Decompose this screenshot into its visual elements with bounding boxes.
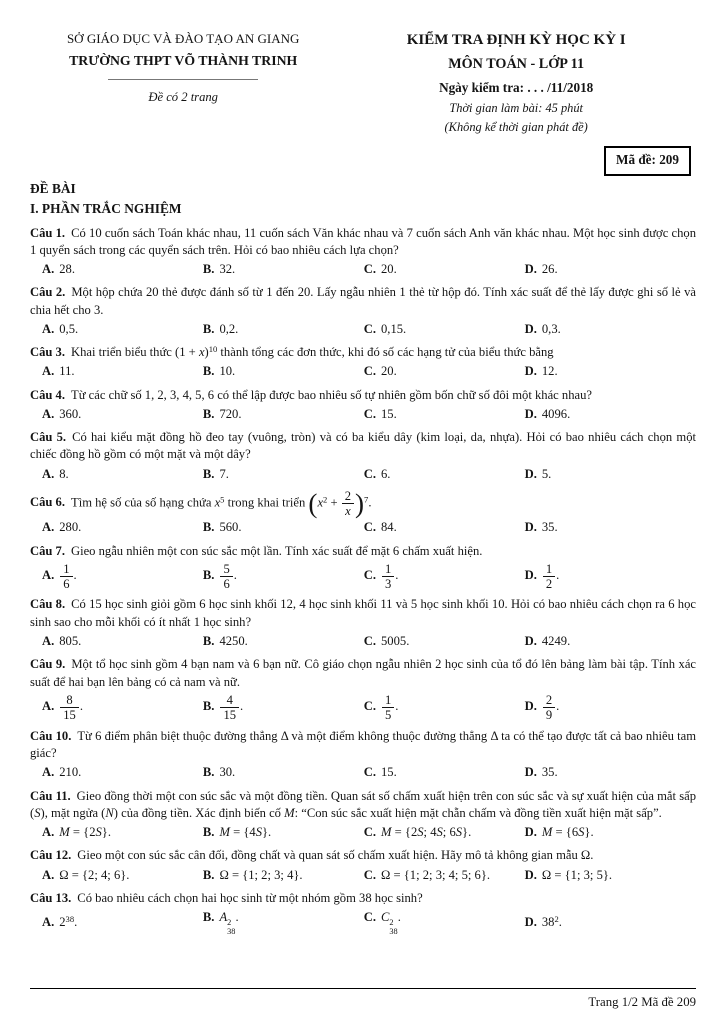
math-variable: M — [381, 825, 392, 840]
option — [525, 562, 696, 591]
math-variable: x — [317, 495, 324, 510]
option-key: C. — [363, 825, 376, 840]
option — [42, 519, 203, 537]
option — [203, 261, 364, 279]
option — [42, 406, 203, 424]
option-value: $\frac{1}{3}$ . — [381, 568, 398, 582]
option — [364, 406, 525, 424]
option — [364, 519, 525, 537]
math-variable: S — [95, 825, 102, 840]
exam-title: KIỂM TRA ĐỊNH KỲ HỌC KỲ I — [406, 32, 626, 48]
option-key: D. — [524, 262, 537, 277]
option-key: B. — [202, 909, 215, 924]
option — [203, 519, 364, 537]
question — [30, 344, 696, 381]
option-value: $2^{38}$. — [59, 914, 78, 930]
option-value: M = {2S; 4S; 6S}. — [381, 825, 472, 840]
question-label: Câu 1. — [30, 225, 66, 240]
option-value: $\frac{1}{6}$ . — [59, 568, 76, 582]
exam-duration: Thời gian làm bài: 45 phút — [449, 101, 583, 116]
option-key: A. — [42, 765, 55, 780]
question-text: Câu 4. Từ các chữ số 1, 2, 3, 4, 5, 6 có thể lập được bao nhiêu số tự nhiên gồm bốn chữ số đôi một khác nhau? — [30, 387, 592, 402]
option-key: B. — [202, 825, 215, 840]
option-key: B. — [202, 520, 215, 535]
question-text: Câu 3. Khai triển biểu thức $(1 + x)^{10}$ thành tổng các đơn thức, khi đó số các hạng tử của biểu thức bằng — [30, 344, 554, 360]
option — [525, 914, 696, 932]
option-key: A. — [42, 364, 55, 379]
option-value: 15. — [381, 765, 397, 780]
option-value: 4096. — [541, 406, 571, 421]
math-sup-sub: 2 38 — [389, 917, 398, 937]
math-fraction: $\frac{5}{6}$ — [220, 562, 232, 591]
option-key: A. — [42, 867, 55, 882]
option-key: B. — [202, 322, 215, 337]
question — [30, 728, 696, 782]
option-key: D. — [524, 520, 537, 535]
question-text: Câu 6. Tìm hệ số của số hạng chứa $x^5$ trong khai triển ($x^2$ + $\frac{2}{x}$ )$^7$. — [30, 488, 372, 519]
math-variable: A — [219, 909, 228, 924]
options-row — [30, 764, 696, 782]
option-value: 12. — [541, 364, 558, 379]
math-fraction: $\frac{4}{15}$ — [220, 693, 239, 722]
options-row — [30, 867, 696, 885]
option — [525, 466, 696, 484]
option-key: C. — [363, 364, 376, 379]
option-value: $\frac{2}{9}$ . — [542, 699, 559, 713]
section-heading: I. PHẦN TRẮC NGHIỆM — [30, 201, 182, 217]
option — [525, 633, 696, 651]
question-label: Câu 12. — [30, 848, 72, 863]
option — [203, 909, 364, 937]
question — [30, 489, 696, 537]
option-value: 84. — [381, 520, 397, 535]
option-value: $\frac{1}{2}$ . — [542, 568, 559, 582]
option-key: A. — [42, 568, 55, 583]
option — [525, 363, 696, 381]
math-fraction: $\frac{2}{x}$ — [342, 489, 354, 518]
option-value: 805. — [59, 634, 82, 649]
math-variable: M — [284, 806, 295, 821]
option-value: Ω = {2; 4; 6}. — [59, 867, 130, 882]
option-key: D. — [524, 406, 537, 421]
options-row — [30, 693, 696, 722]
option-key: C. — [363, 909, 376, 924]
option-key: A. — [42, 915, 55, 930]
option-value: Ω = {1; 3; 5}. — [541, 867, 613, 882]
document-title: ĐỀ BÀI — [30, 180, 76, 196]
option — [203, 824, 364, 842]
option-key: B. — [202, 466, 215, 481]
math-fraction: $\frac{1}{2}$ — [543, 562, 555, 591]
math-variable: x — [198, 345, 205, 360]
question-label: Câu 11. — [30, 788, 71, 803]
question-text: Câu 7. Gieo ngẫu nhiên một con súc sắc một lần. Tính xác suất để mặt 6 chấm xuất hiện. — [30, 543, 483, 558]
option-key: A. — [42, 406, 55, 421]
option-value: 280. — [59, 520, 82, 535]
option-value: M = {4S}. — [219, 825, 272, 840]
option — [203, 363, 364, 381]
option-key: D. — [524, 867, 537, 882]
math-sup-sub: 2 38 — [227, 917, 236, 937]
option — [525, 321, 696, 339]
option-key: D. — [524, 322, 537, 337]
page-number: Trang 1/2 Mã đề 209 — [588, 995, 696, 1010]
option-value: 8. — [59, 466, 69, 481]
option-value: 32. — [219, 262, 236, 277]
option-key: B. — [202, 406, 215, 421]
option — [364, 909, 525, 937]
option — [364, 693, 525, 722]
question-text: Câu 5. Có hai kiểu mặt đồng hồ đeo tay (vuông, tròn) và có ba kiểu dây (kim loại, da, nhựa). Hỏi có bao nhiêu cách chọn một chiếc đồng hồ gồm có một mặt và một dây? — [30, 429, 696, 462]
question-label: Câu 10. — [30, 728, 72, 743]
question-text: Câu 13. Có bao nhiêu cách chọn hai học sinh từ một nhóm gồm 38 học sinh? — [30, 890, 423, 905]
header — [30, 30, 696, 136]
question-label: Câu 5. — [30, 429, 67, 444]
option-key: B. — [202, 765, 215, 780]
option — [42, 764, 203, 782]
option-key: B. — [202, 262, 215, 277]
header-right — [336, 30, 696, 136]
option-key: C. — [363, 322, 376, 337]
question-label: Câu 13. — [30, 890, 72, 905]
option — [364, 261, 525, 279]
math-superscript: 5 — [220, 494, 225, 505]
option — [203, 693, 364, 722]
page-footer — [30, 988, 696, 1012]
math-fraction: $\frac{2}{9}$ — [543, 693, 555, 722]
option — [203, 466, 364, 484]
option-value: 5005. — [381, 634, 410, 649]
option — [364, 633, 525, 651]
math-fraction: $\frac{8}{15}$ — [60, 693, 79, 722]
math-fraction: $\frac{1}{6}$ — [60, 562, 72, 591]
math-variable: M — [59, 825, 70, 840]
option — [203, 406, 364, 424]
option — [525, 867, 696, 885]
option — [203, 867, 364, 885]
question-text: Câu 10. Từ 6 điểm phân biệt thuộc đường thẳng Δ và một điểm không thuộc đường thẳng Δ ta có thể tạo được tất cả bao nhiêu tam giác? — [30, 728, 696, 761]
options-row — [30, 909, 696, 937]
option-value: $\frac{4}{15}$ . — [219, 699, 243, 713]
option-value: M = {6S}. — [541, 825, 594, 840]
option-key: C. — [363, 520, 376, 535]
question — [30, 429, 696, 483]
page-count-note: Đề có 2 trang — [148, 89, 218, 104]
question-label: Câu 6. — [30, 495, 65, 510]
option — [42, 261, 203, 279]
options-row — [30, 321, 696, 339]
math-superscript: 2 — [323, 494, 328, 505]
math-variable: C — [381, 909, 390, 924]
question-label: Câu 3. — [30, 345, 65, 360]
question-text: Câu 2. Một hộp chứa 20 thẻ được đánh số từ 1 đến 20. Lấy ngẫu nhiên 1 thẻ từ hộp đó. Tính xác suất để thẻ lấy được ghi số lẻ và chia hết cho 3. — [30, 285, 696, 318]
option-key: C. — [363, 406, 376, 421]
math-superscript: 7 — [364, 494, 369, 505]
option-key: C. — [363, 634, 376, 649]
option — [42, 466, 203, 484]
option — [525, 693, 696, 722]
option-value: 4249. — [541, 634, 571, 649]
option — [364, 363, 525, 381]
math-fraction: $\frac{1}{5}$ — [382, 693, 394, 722]
option-value: 20. — [381, 364, 397, 379]
option — [203, 633, 364, 651]
option-key: B. — [202, 634, 215, 649]
math-variable: M — [541, 825, 553, 840]
option-value: M = {2S}. — [59, 825, 111, 840]
question-label: Câu 8. — [30, 597, 66, 612]
math-variable: S — [417, 825, 424, 840]
option — [525, 764, 696, 782]
option — [42, 914, 203, 932]
big-paren-close: ) — [355, 488, 365, 519]
question — [30, 596, 696, 650]
option-value: 35. — [541, 520, 558, 535]
option-key: A. — [42, 634, 55, 649]
math-variable: M — [219, 825, 230, 840]
option-value: A 2 38 . — [219, 909, 239, 937]
option — [42, 562, 203, 591]
option-key: B. — [202, 699, 215, 714]
big-paren-open: ( — [308, 488, 318, 519]
option-value: 35. — [541, 765, 558, 780]
math-variable: S — [255, 825, 262, 840]
option — [364, 466, 525, 484]
option — [525, 261, 696, 279]
question — [30, 387, 696, 424]
option-value: 0,5. — [59, 322, 79, 337]
option-value: Ω = {1; 2; 3; 4; 5; 6}. — [381, 867, 491, 882]
question-text: Câu 8. Có 15 học sinh giỏi gồm 6 học sinh khối 12, 4 học sinh khối 11 và 5 học sinh khối 10. Hỏi có bao nhiêu cách chọn ra 6 học sinh sao cho mỗi khối có ít nhất 1 học sinh? — [30, 597, 696, 629]
option-key: C. — [363, 568, 376, 583]
option — [203, 562, 364, 591]
option-key: B. — [202, 568, 215, 583]
option-value: 20. — [381, 262, 397, 277]
option-value: C 2 38 . — [381, 909, 401, 937]
math-variable: N — [105, 806, 114, 821]
option-value: 15. — [381, 406, 397, 421]
math-superscript: 2 — [554, 914, 559, 925]
option — [42, 824, 203, 842]
option — [525, 824, 696, 842]
option-key: D. — [524, 466, 537, 481]
option-key: D. — [524, 364, 537, 379]
math-superscript: 10 — [208, 344, 218, 355]
option — [42, 321, 203, 339]
option-value: $\frac{5}{6}$ . — [219, 568, 236, 582]
option-key: A. — [42, 262, 55, 277]
option-key: A. — [42, 825, 55, 840]
question — [30, 543, 696, 591]
question-text: Câu 9. Một tổ học sinh gồm 4 bạn nam và 6 bạn nữ. Cô giáo chọn ngẫu nhiên 2 học sinh của tổ đó lên bảng làm bài tập. Tính xác suất để hai bạn lên bảng có cả nam và nữ. — [30, 657, 697, 689]
option-key: C. — [363, 765, 376, 780]
option-key: A. — [42, 466, 55, 481]
option-value: $\frac{8}{15}$ . — [59, 699, 83, 713]
option — [525, 406, 696, 424]
math-variable: S — [436, 825, 443, 840]
math-superscript: 38 — [65, 914, 75, 925]
options-row — [30, 824, 696, 842]
department-name: SỞ GIÁO DỤC VÀ ĐÀO TẠO AN GIANG — [66, 31, 300, 46]
option-key: C. — [363, 867, 376, 882]
option — [364, 867, 525, 885]
school-name: TRƯỜNG THPT VÕ THÀNH TRINH — [69, 53, 298, 69]
question-text: Câu 12. Gieo một con súc sắc cân đối, đồng chất và quan sát số chấm xuất hiện. Hãy mô tả không gian mẫu Ω. — [30, 848, 594, 863]
option-key: D. — [524, 825, 537, 840]
question-label: Câu 9. — [30, 657, 66, 672]
option-value: 30. — [219, 765, 236, 780]
question-text: Câu 1. Có 10 cuốn sách Toán khác nhau, 11 cuốn sách Văn khác nhau và 7 cuốn sách Anh văn khác nhau. Một học sinh được chọn 1 quyển sách trong các quyển sách trên. Hỏi có bao nhiêu cách lựa chọn? — [30, 225, 696, 258]
option-key: D. — [524, 568, 537, 583]
option-value: 26. — [541, 262, 558, 277]
option — [364, 764, 525, 782]
exam-code-row — [30, 146, 691, 175]
math-fraction: $\frac{1}{3}$ — [382, 562, 394, 591]
option-key: D. — [524, 765, 537, 780]
options-row — [30, 562, 696, 591]
option-key: C. — [363, 699, 376, 714]
header-divider — [108, 79, 258, 80]
option — [364, 562, 525, 591]
option-value: 210. — [59, 765, 82, 780]
option-value: 7. — [219, 466, 229, 481]
option — [364, 824, 525, 842]
options-row — [30, 261, 696, 279]
options-row — [30, 406, 696, 424]
option-key: B. — [202, 364, 215, 379]
header-left — [30, 30, 336, 136]
option-value: 360. — [59, 406, 82, 421]
question — [30, 225, 696, 279]
options-row — [30, 466, 696, 484]
option — [203, 321, 364, 339]
options-row — [30, 519, 696, 537]
option — [42, 867, 203, 885]
option-value: 5. — [541, 466, 552, 481]
option-value: 560. — [219, 520, 242, 535]
question — [30, 890, 696, 937]
question-label: Câu 2. — [30, 285, 66, 300]
question — [30, 847, 696, 884]
option — [42, 693, 203, 722]
options-row — [30, 633, 696, 651]
questions-list — [30, 225, 696, 937]
option-key: D. — [524, 915, 537, 930]
option-key: B. — [202, 867, 215, 882]
option-value: Ω = {1; 2; 3; 4}. — [219, 867, 303, 882]
option-value: 0,2. — [219, 322, 239, 337]
option-key: D. — [524, 634, 537, 649]
question-label: Câu 7. — [30, 543, 65, 558]
question — [30, 656, 696, 722]
option-key: C. — [363, 262, 376, 277]
option-value: 28. — [59, 262, 75, 277]
exam-date: Ngày kiểm tra: . . . /11/2018 — [439, 79, 594, 95]
option-value: 0,15. — [381, 322, 407, 337]
option-value: 4250. — [219, 634, 248, 649]
option-key: A. — [42, 520, 55, 535]
option-value: 10. — [219, 364, 236, 379]
question-text: Câu 11. Gieo đồng thời một con súc sắc và một đồng tiền. Quan sát số chấm xuất hiện trên con súc sắc và sự xuất hiện của mắt sấp (S), mặt ngửa (N) của đồng tiền. Xác định biến cố M: “Con súc sắc xuất hiện mặt chẵn chấm và đồng tiền xuất hiện mặt sấp”. — [30, 788, 696, 821]
option-value: 720. — [219, 406, 242, 421]
question — [30, 788, 696, 842]
exam-subject: MÔN TOÁN - LỚP 11 — [448, 56, 585, 72]
option-value: 0,3. — [541, 322, 561, 337]
options-row — [30, 363, 696, 381]
option — [42, 633, 203, 651]
option-key: A. — [42, 322, 55, 337]
option — [364, 321, 525, 339]
option-value: 11. — [59, 364, 75, 379]
question — [30, 284, 696, 338]
math-variable: S — [455, 825, 463, 840]
option-key: A. — [42, 699, 55, 714]
option-key: C. — [363, 466, 376, 481]
math-variable: S — [578, 825, 585, 840]
math-variable: S — [34, 806, 41, 821]
option — [525, 519, 696, 537]
option-key: D. — [524, 699, 537, 714]
option — [203, 764, 364, 782]
question-label: Câu 4. — [30, 387, 65, 402]
option-value: $38^2$. — [541, 914, 562, 930]
option-value: $\frac{1}{5}$ . — [381, 699, 398, 713]
exam-duration-note: (Không kể thời gian phát đề) — [444, 119, 588, 134]
exam-code-box: Mã đề: 209 — [604, 146, 691, 175]
option — [42, 363, 203, 381]
math-variable: x — [214, 495, 221, 510]
option-value: 6. — [381, 466, 391, 481]
